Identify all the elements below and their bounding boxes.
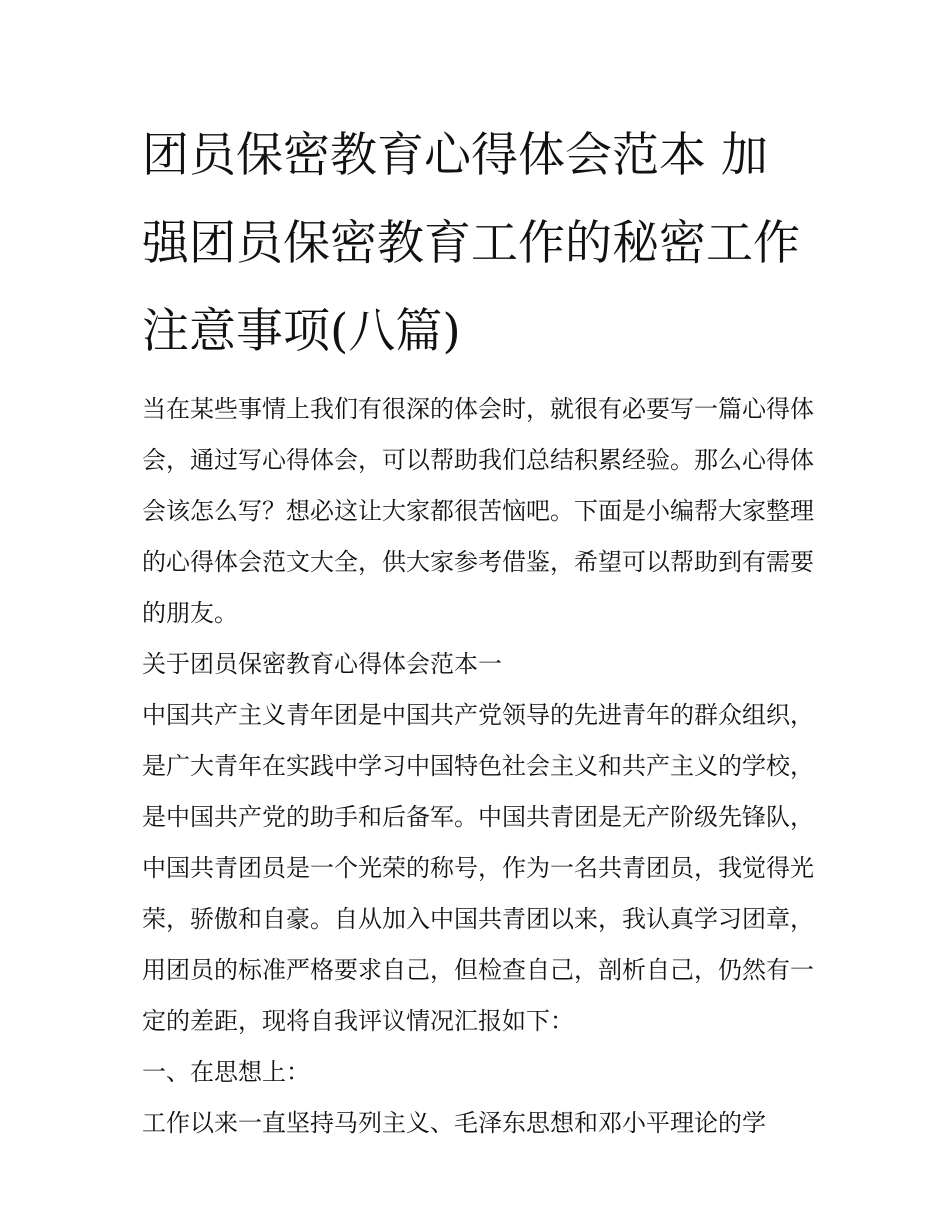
document-content [142,112,814,1149]
title-spacer [142,376,814,384]
document-title: 团员保密教育心得体会范本 加强团员保密教育工作的秘密工作注意事项(八篇) [142,128,800,359]
body-paragraph: 中国共产主义青年团是中国共产党领导的先进青年的群众组织，是广大青年在实践中学习中国特色社会主义和共产主义的学校，是中国共产党的助手和后备军。中国共青团是无产阶级先锋队，中国共青团员是一个光荣的称号，作为一名共青团员，我觉得光荣，骄傲和自豪。自从加入中国共青团以来，我认真学习团章，用团员的标准严格要求自己，但检查自己，剖析自己，仍然有一定的差距，现将自我评议情况汇报如下： [142,701,814,1035]
subheading: 一、在思想上： [142,1058,310,1086]
intro-paragraph: 当在某些事情上我们有很深的体会时，就很有必要写一篇心得体会，通过写心得体会，可以帮助我们总结积累经验。那么心得体会该怎么写？想必这让大家都很苦恼吧。下面是小编帮大家整理的心得体会范文大全，供大家参考借鉴，希望可以帮助到有需要的朋友。 [142,395,814,627]
section-heading: 关于团员保密教育心得体会范本一 [142,650,502,678]
last-paragraph: 工作以来一直坚持马列主义、毛泽东思想和邓小平理论的学 [142,1109,766,1137]
